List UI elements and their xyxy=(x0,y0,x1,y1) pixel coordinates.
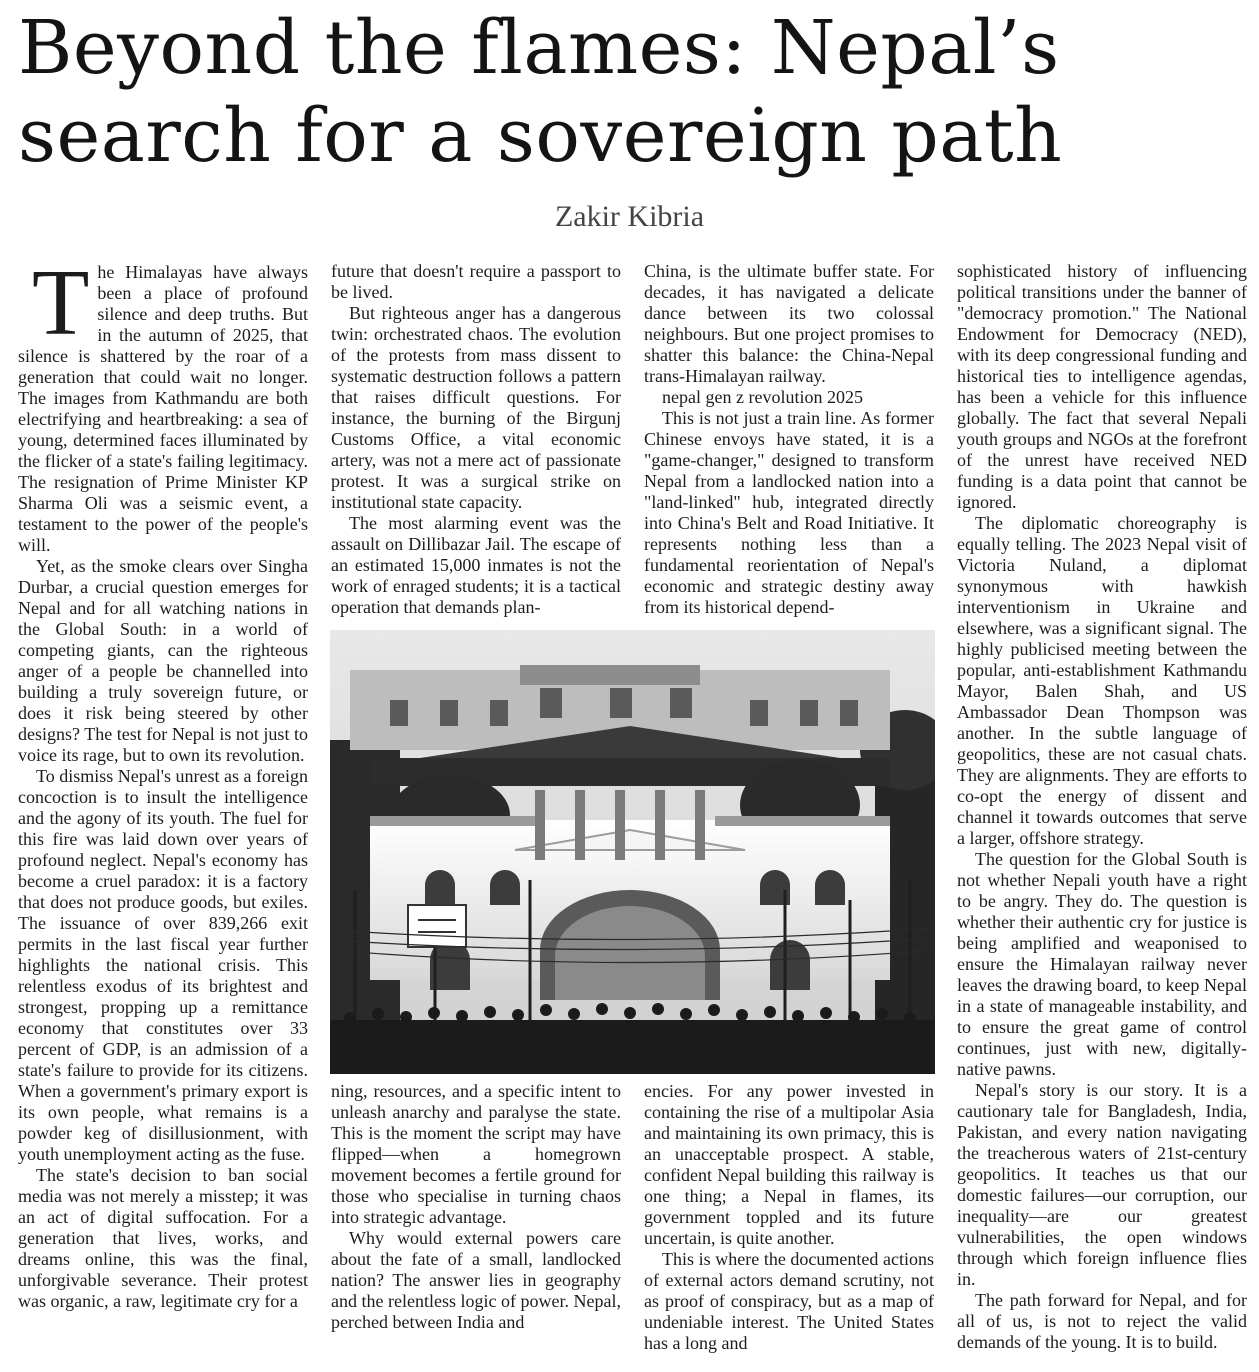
column-2-top xyxy=(331,261,621,618)
paragraph: Why would external powers care about the fate of a small, landlocked nation? The answer lies in geography and the relentless logic of power. Nepal, perched between India and xyxy=(331,1228,621,1332)
paragraph: encies. For any power invested in containing the rise of a multipolar Asia and maintaining its own primacy, this is an unacceptable prospect. A stable, confident Nepal building this railway is one thing; a Nepal in flames, its government toppled and its future uncertain, is quite another. xyxy=(644,1081,934,1248)
photo-caption: nepal gen z revolution 2025 xyxy=(662,387,863,407)
column-4 xyxy=(957,261,1247,1353)
column-1 xyxy=(18,251,308,1312)
paragraph: The most alarming event was the assault on Dillibazar Jail. The escape of an estimated 15,000 inmates is not the work of enraged students; it is a tactical operation that demands plan- xyxy=(331,513,621,617)
paragraph: The question for the Global South is not whether Nepali youth have a right to be angry. They do. The question is whether their authentic cry for justice is being amplified and weaponised to ensure the Himalayan railway never leaves the drawing board, to keep Nepal in a state of manageable instability, and to ensure the great game of control continues, just with new, digitally-native pawns. xyxy=(957,849,1247,1079)
column-3-bottom xyxy=(644,1081,934,1354)
paragraph: To dismiss Nepal's unrest as a foreign concoction is to insult the intelligence and the agony of its youth. The fuel for this fire was laid down over years of profound neglect. Nepal's economy has become a cruel paradox: it is a factory that does not produce goods, but exiles. The issuance of over 839,266 exit permits in the last fiscal year further highlights the national crisis. This relentless exodus of its brightest and strongest, propping up a remittance economy that constitutes over 33 percent of GDP, is an admission of a state's failure to provide for its citizens. When a government's primary export is its own people, what remains is a powder keg of disillusionment, with youth unemployment acting as the fuse. xyxy=(18,766,308,1164)
paragraph: The state's decision to ban social media was not merely a misstep; it was an act of digital suffocation. For a generation that lives, works, and dreams online, this was the final, unforgivable severance. Their protest was organic, a raw, legitimate cry for a xyxy=(18,1165,308,1311)
singha-durbar-photo xyxy=(330,630,935,1074)
headline-line-2: search for a sovereign path xyxy=(18,93,1063,179)
column-3-top xyxy=(644,261,934,618)
paragraph: future that doesn't require a passport to be lived. xyxy=(331,261,621,302)
headline-line-1: Beyond the flames: Nepal’s xyxy=(18,5,1060,91)
paragraph: But righteous anger has a dangerous twin: orchestrated chaos. The evolution of the protests from mass dissent to systematic destruction follows a pattern that raises difficult questions. For instance, the burning of the Birgunj Customs Office, a vital economic artery, was not a mere act of passionate protest. It was a surgical strike on institutional state capacity. xyxy=(331,303,621,512)
paragraph: This is where the documented actions of external actors demand scrutiny, not as proof of conspiracy, but as a map of undeniable interest. The United States has a long and xyxy=(644,1249,934,1353)
article-photo xyxy=(330,630,935,1074)
paragraph: he Himalayas have always been a place of profound silence and deep truths. But in the autumn of 2025, that silence is shattered by the roar of a generation that could wait no longer. The images from Kathmandu are both electrifying and heartbreaking: a sea of young, determined faces illuminated by the flicker of a state's failing legitimacy. The resignation of Prime Minister KP Sharma Oli was a seismic event, a testament to the power of the people's will. xyxy=(18,262,308,555)
paragraph: Yet, as the smoke clears over Singha Durbar, a crucial question emerges for Nepal and for all watching nations in the Global South: in a world of competing giants, can the righteous anger of a people be channelled into building a truly sovereign future, or does it risk being steered by other designs? The test for Nepal is not just to voice its rage, but to own its revolution. xyxy=(18,556,308,765)
drop-cap: T xyxy=(32,251,90,355)
paragraph: ning, resources, and a specific intent to unleash anarchy and paralyse the state. This is the moment the script may have flipped—when a homegrown movement becomes a fertile ground for those who specialise in turning chaos into strategic advantage. xyxy=(331,1081,621,1227)
paragraph: sophisticated history of influencing political transitions under the banner of "democracy promotion." The National Endowment for Democracy (NED), with its deep congressional funding and historical ties to intelligence agendas, has been a vehicle for this influence globally. The fact that several Nepali youth groups and NGOs at the forefront of the unrest have received NED funding is a data point that cannot be ignored. xyxy=(957,261,1247,512)
paragraph: The path forward for Nepal, and for all of us, is not to reject the valid demands of the young. It is to build. xyxy=(957,1290,1247,1352)
paragraph: China, is the ultimate buffer state. For decades, it has navigated a delicate dance between its two colossal neighbours. But one project promises to shatter this balance: the China-Nepal trans-Himalayan railway. xyxy=(644,261,934,386)
paragraph: Nepal's story is our story. It is a cautionary tale for Bangladesh, India, Pakistan, and every nation navigating the treacherous waters of 21st-century geopolitics. It teaches us that our domestic failures—our corruption, our inequality—are our greatest vulnerabilities, the open windows through which foreign influence flies in. xyxy=(957,1080,1247,1289)
paragraph: The diplomatic choreography is equally telling. The 2023 Nepal visit of Victoria Nuland, a diplomat synonymous with hawkish interventionism in Ukraine and elsewhere, was a significant signal. The highly publicised meeting between the popular, anti-establishment Kathmandu Mayor, Balen Shah, and US Ambassador Dean Thompson was another. In the subtle language of geopolitics, these are not casual chats. They are alignments. They are efforts to co-opt the energy of dissent and channel it towards outcomes that serve a larger, offshore strategy. xyxy=(957,513,1247,848)
paragraph: This is not just a train line. As former Chinese envoys have stated, it is a "game-changer," designed to transform Nepal from a landlocked nation into a "land-linked" hub, integrated directly into China's Belt and Road Initiative. It represents nothing less than a fundamental reorientation of Nepal's economic and strategic destiny away from its historical depend- xyxy=(644,408,934,617)
headline xyxy=(18,4,1248,180)
byline: Zakir Kibria xyxy=(554,200,705,233)
column-2-bottom xyxy=(331,1081,621,1333)
